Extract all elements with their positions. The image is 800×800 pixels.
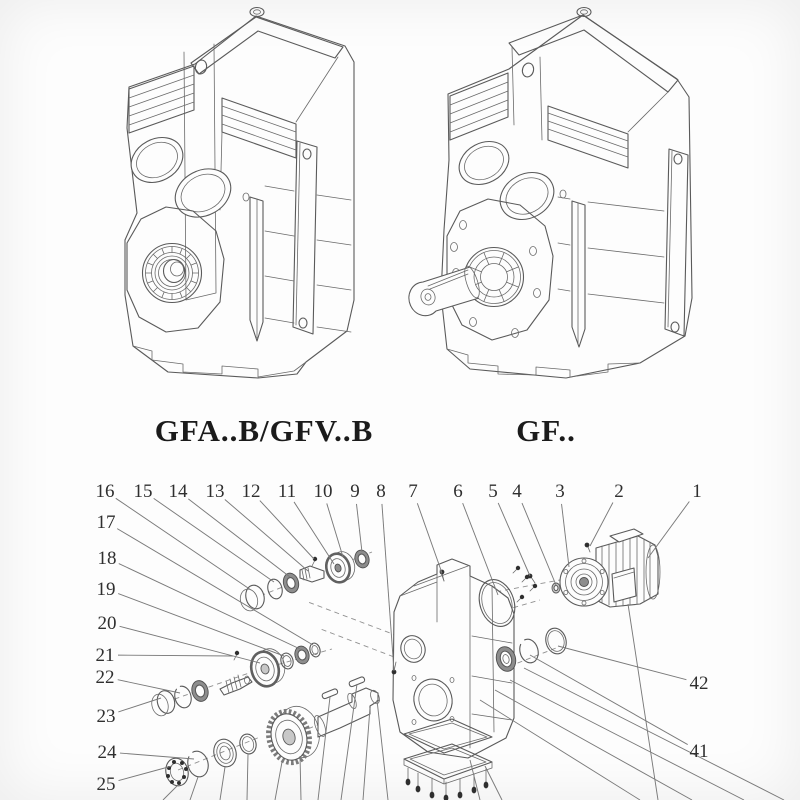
callout-number-14: 14 xyxy=(168,481,188,502)
hollow-shaft-boss xyxy=(143,244,202,303)
callout-leader-3 xyxy=(562,504,569,567)
callout-leader-18 xyxy=(119,564,300,649)
callout-leader-8 xyxy=(382,504,394,671)
gearbox-drawing-right xyxy=(409,8,692,379)
gearbox-drawing-left xyxy=(123,8,354,379)
callout-leader-20 xyxy=(120,626,260,663)
callout-leader-23 xyxy=(118,698,161,712)
callout-number-23: 23 xyxy=(96,706,116,727)
input-shaft-parts xyxy=(238,548,371,612)
model-label-left: GFA..B/GFV..B xyxy=(154,413,374,448)
callout-number-10: 10 xyxy=(313,481,333,502)
callout-leader-7 xyxy=(417,503,442,573)
callout-number-21: 21 xyxy=(95,645,115,666)
callout-number-18: 18 xyxy=(97,548,117,569)
callout-number-13: 13 xyxy=(205,481,225,502)
callout-leader-11 xyxy=(294,502,334,564)
callout-number-5: 5 xyxy=(488,481,498,502)
callout-leader-13 xyxy=(225,499,308,571)
callout-number-20: 20 xyxy=(97,613,117,634)
motor-part xyxy=(560,529,660,607)
callout-leader-15 xyxy=(154,498,274,582)
callout-leader-12 xyxy=(260,501,314,559)
callout-leader-5 xyxy=(498,503,530,576)
callout-number-8: 8 xyxy=(376,481,386,502)
callout-leader-22 xyxy=(118,680,180,693)
callout-leader-42 xyxy=(558,646,686,680)
callout-leader-14 xyxy=(188,499,290,577)
callout-leader-16 xyxy=(116,498,251,590)
callout-leader-17 xyxy=(117,529,313,645)
callout-number-2: 2 xyxy=(614,481,624,502)
callout-number-6: 6 xyxy=(453,481,463,502)
callout-number-12: 12 xyxy=(241,481,261,502)
output-shaft xyxy=(409,265,482,316)
callout-number-15: 15 xyxy=(133,481,153,502)
callout-number-41: 41 xyxy=(689,741,709,762)
callout-number-17: 17 xyxy=(96,512,116,533)
callout-leader-4 xyxy=(522,503,556,585)
callout-number-24: 24 xyxy=(97,742,117,763)
callout-leader-9 xyxy=(356,504,362,552)
callout-leader-1 xyxy=(648,501,689,558)
callout-number-16: 16 xyxy=(95,481,115,502)
callout-number-9: 9 xyxy=(350,481,360,502)
callout-leader-25 xyxy=(119,766,172,781)
model-label-right: GF.. xyxy=(516,413,576,448)
callout-number-25: 25 xyxy=(96,774,116,795)
callout-number-42: 42 xyxy=(689,673,709,694)
callout-number-11: 11 xyxy=(277,481,297,502)
callout-number-1: 1 xyxy=(692,481,702,502)
callout-number-4: 4 xyxy=(512,481,522,502)
callout-number-19: 19 xyxy=(96,579,116,600)
callout-leader-2 xyxy=(590,502,613,546)
callout-number-3: 3 xyxy=(555,481,565,502)
callout-leader-10 xyxy=(327,503,343,557)
callout-number-22: 22 xyxy=(95,667,115,688)
callout-leader-21 xyxy=(118,655,233,656)
exploded-diagram xyxy=(96,481,785,800)
callout-number-7: 7 xyxy=(408,481,418,502)
callout-leader-24 xyxy=(120,753,194,759)
